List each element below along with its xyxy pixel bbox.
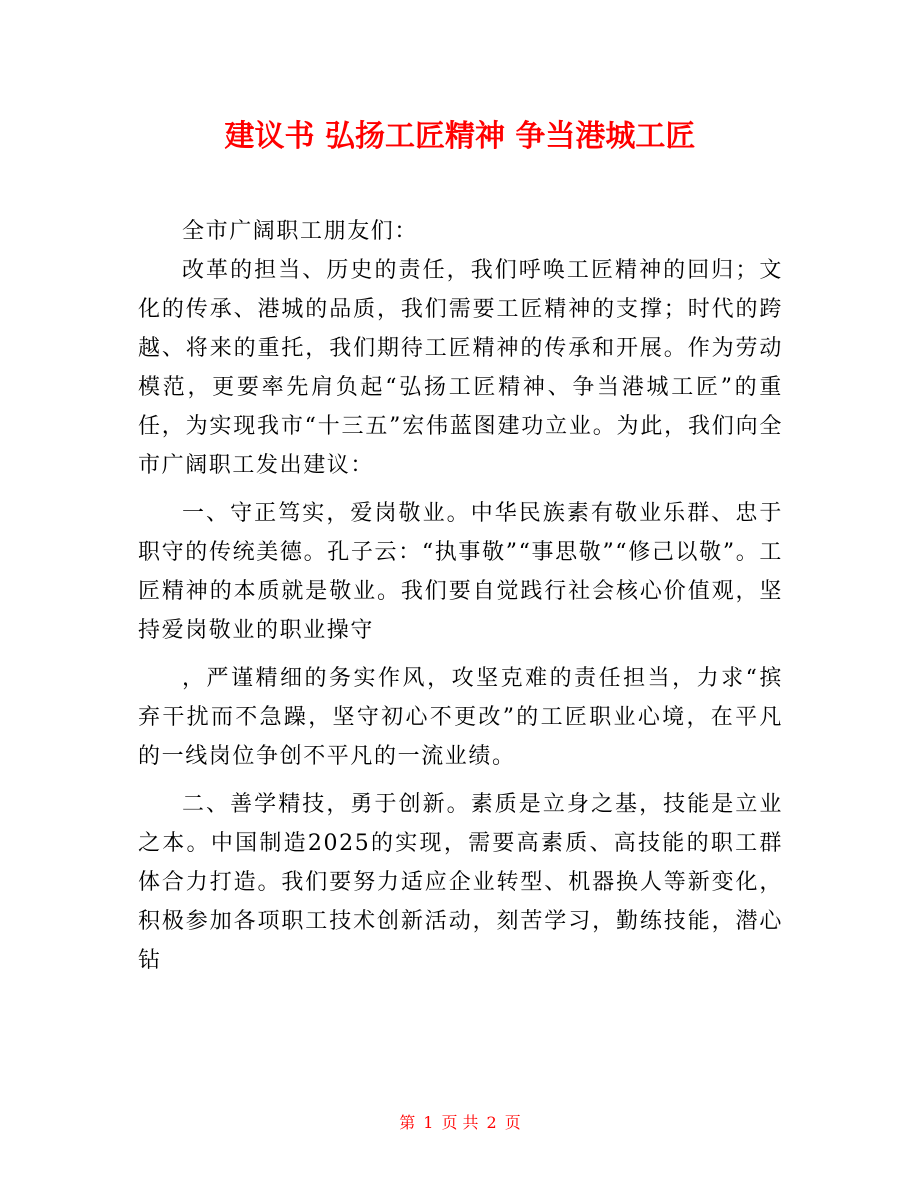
footer-prefix: 第 bbox=[399, 1113, 416, 1132]
footer-page-number: 1 bbox=[423, 1113, 434, 1132]
page-footer bbox=[0, 1113, 920, 1133]
point-one-paragraph: 一、守正笃实，爱岗敬业。中华民族素有敬业乐群、忠于职守的传统美德。孔子云：“执事敬”“事思敬”“修己以敬”。工匠精神的本质就是敬业。我们要自觉践行社会核心价值观，坚持爱岗敬业的职业操守 bbox=[138, 501, 783, 643]
greeting-paragraph: 全市广阔职工朋友们： bbox=[182, 219, 419, 244]
document-body bbox=[138, 212, 783, 980]
footer-middle: 页 共 bbox=[441, 1113, 479, 1132]
footer-total-pages: 2 bbox=[486, 1113, 497, 1132]
intro-paragraph: 改革的担当、历史的责任，我们呼唤工匠精神的回归；文化的传承、港城的品质，我们需要工匠精神的支撑；时代的跨越、将来的重托，我们期待工匠精神的传承和开展。作为劳动模范，更要率先肩负起“弘扬工匠精神、争当港城工匠”的重任，为实现我市“十三五”宏伟蓝图建功立业。为此，我们向全市广阔职工发出建议： bbox=[138, 258, 783, 478]
point-two-paragraph: 二、善学精技，勇于创新。素质是立身之基，技能是立业之本。中国制造2025的实现，需要高素质、高技能的职工群体合力打造。我们要努力适应企业转型、机器换人等新变化，积极参加各项职工技术创新活动，刻苦学习，勤练技能，潜心钻 bbox=[138, 792, 783, 973]
point-one-continued-paragraph: ，严谨精细的务实作风，攻坚克难的责任担当，力求“摈弃干扰而不急躁，坚守初心不更改”的工匠职业心境，在平凡的一线岗位争创不平凡的一流业绩。 bbox=[138, 666, 783, 769]
document-title: 建议书 弘扬工匠精神 争当港城工匠 bbox=[224, 119, 696, 154]
footer-suffix: 页 bbox=[504, 1113, 521, 1132]
